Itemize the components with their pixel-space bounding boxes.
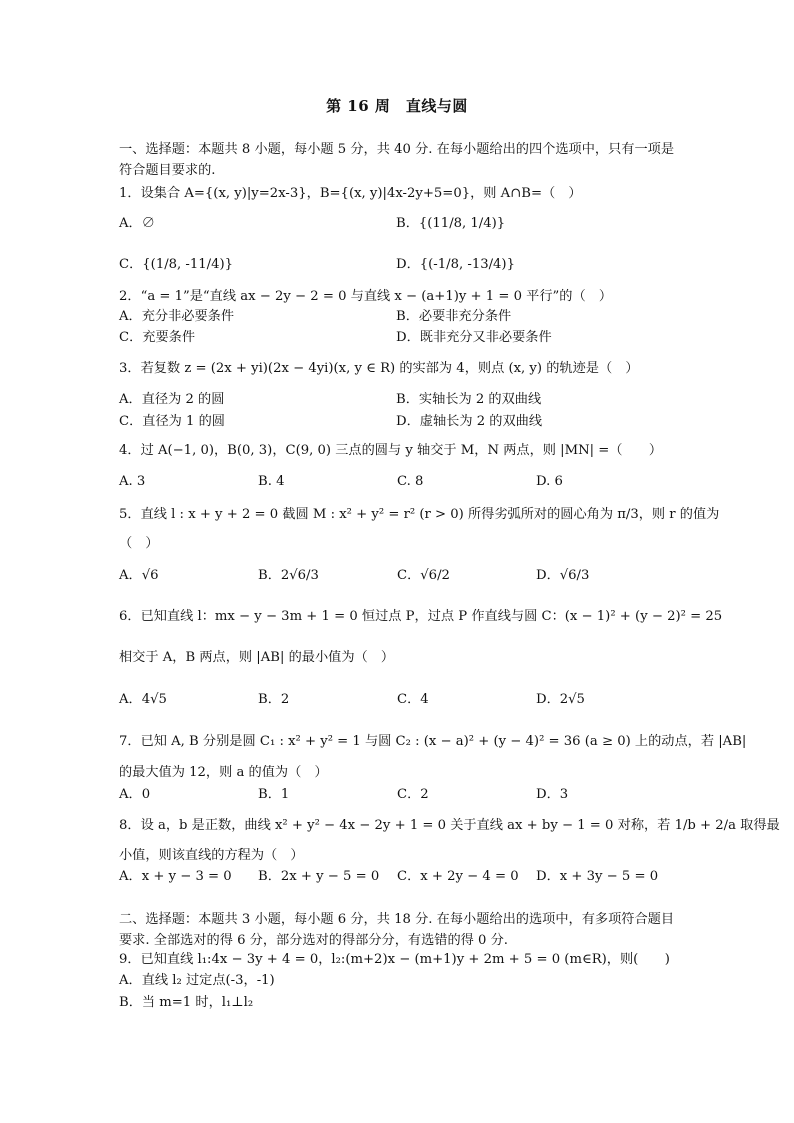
question-7-stem: 7．已知 A, B 分别是圆 C₁ : x² + y² = 1 与圆 C₂ : (x − a)² + (y − 4)² = 36 (a ≥ 0) 上的动点，若 |AB| bbox=[119, 734, 747, 749]
question-5-option-d: D．√6/3 bbox=[536, 568, 590, 583]
question-7-option-c: C．2 bbox=[397, 787, 429, 802]
question-6-stem-continued: 相交于 A，B 两点，则 |AB| 的最小值为（ ） bbox=[119, 650, 395, 665]
question-5-option-b: B．2√6/3 bbox=[258, 568, 319, 583]
question-3-option-c: C．直径为 1 的圆 bbox=[119, 414, 225, 429]
question-8-option-d: D．x + 3y − 5 = 0 bbox=[536, 869, 659, 884]
question-3-option-d: D．虚轴长为 2 的双曲线 bbox=[396, 414, 543, 429]
question-8-stem: 8．设 a，b 是正数，曲线 x² + y² − 4x − 2y + 1 = 0 关于直线 ax + by − 1 = 0 对称，若 1/b + 2/a 取得最 bbox=[119, 818, 780, 833]
question-1-option-d: D．{(-1/8, -13/4)} bbox=[396, 257, 515, 272]
question-2-option-b: B．必要非充分条件 bbox=[396, 309, 512, 324]
question-5-stem: 5．直线 l : x + y + 2 = 0 截圆 M : x² + y² = r² (r > 0) 所得劣弧所对的圆心角为 π/3，则 r 的值为 bbox=[119, 507, 720, 522]
question-4-option-a: A. 3 bbox=[119, 474, 146, 489]
page-title: 第 16 周 直线与圆 bbox=[326, 97, 468, 115]
question-2-option-a: A．充分非必要条件 bbox=[119, 309, 235, 324]
question-1-option-b: B．{(11/8, 1/4)} bbox=[396, 216, 506, 231]
question-8-option-a: A．x + y − 3 = 0 bbox=[119, 869, 232, 884]
question-1-option-a: A．∅ bbox=[119, 216, 155, 231]
question-2-option-c: C．充要条件 bbox=[119, 330, 196, 345]
question-2-option-d: D．既非充分又非必要条件 bbox=[396, 330, 552, 345]
question-3-option-a: A．直径为 2 的圆 bbox=[119, 392, 225, 407]
question-6-option-c: C．4 bbox=[397, 692, 429, 707]
question-6-option-a: A．4√5 bbox=[119, 692, 167, 707]
question-1-option-c: C．{(1/8, -11/4)} bbox=[119, 257, 234, 272]
question-4-option-c: C. 8 bbox=[397, 474, 424, 489]
question-7-option-b: B．1 bbox=[258, 787, 290, 802]
question-7-stem-continued: 的最大值为 12，则 a 的值为（ ） bbox=[119, 765, 328, 780]
question-1-stem: 1．设集合 A={(x, y)|y=2x-3}，B={(x, y)|4x-2y+5=0}，则 A∩B=（ ） bbox=[119, 186, 582, 201]
question-3-stem: 3．若复数 z = (2x + yi)(2x − 4yi)(x, y ∈ R) 的实部为 4，则点 (x, y) 的轨迹是（ ） bbox=[119, 361, 639, 376]
question-5-option-a: A．√6 bbox=[119, 568, 159, 583]
question-4-option-d: D. 6 bbox=[536, 474, 563, 489]
question-7-option-d: D．3 bbox=[536, 787, 569, 802]
question-9-option-b: B．当 m=1 时，l₁⊥l₂ bbox=[119, 995, 254, 1010]
question-5-option-c: C．√6/2 bbox=[397, 568, 450, 583]
question-9-option-a: A．直线 l₂ 过定点(-3，-1) bbox=[119, 973, 275, 988]
question-3-option-b: B．实轴长为 2 的双曲线 bbox=[396, 392, 542, 407]
section-2-instructions: 二、选择题：本题共 3 小题，每小题 6 分，共 18 分. 在每小题给出的选项中，有多项符合题目要求. 全部选对的得 6 分，部分选对的得部分分，有选错的得 0 分. bbox=[119, 912, 675, 949]
question-9-stem: 9．已知直线 l₁:4x − 3y + 4 = 0，l₂:(m+2)x − (m+1)y + 2m + 5 = 0 (m∈R)，则( ) bbox=[119, 952, 670, 967]
question-2-stem: 2．“a = 1”是“直线 ax − 2y − 2 = 0 与直线 x − (a+1)y + 1 = 0 平行”的（ ） bbox=[119, 289, 613, 304]
question-6-stem: 6．已知直线 l：mx − y − 3m + 1 = 0 恒过点 P，过点 P 作直线与圆 C：(x − 1)² + (y − 2)² = 25 bbox=[119, 609, 723, 624]
question-7-option-a: A．0 bbox=[119, 787, 151, 802]
question-6-option-d: D．2√5 bbox=[536, 692, 585, 707]
section-1-instructions: 一、选择题：本题共 8 小题，每小题 5 分，共 40 分. 在每小题给出的四个选项中，只有一项是符合题目要求的. bbox=[119, 142, 675, 179]
question-6-option-b: B．2 bbox=[258, 692, 290, 707]
question-5-stem-continued: （ ） bbox=[119, 536, 159, 551]
question-8-stem-continued: 小值，则该直线的方程为（ ） bbox=[119, 848, 304, 863]
question-4-stem: 4．过 A(−1, 0)，B(0, 3)，C(9, 0) 三点的圆与 y 轴交于 M，N 两点，则 |MN| =（ ） bbox=[119, 443, 663, 458]
question-4-option-b: B. 4 bbox=[258, 474, 285, 489]
question-8-option-b: B．2x + y − 5 = 0 bbox=[258, 869, 380, 884]
question-8-option-c: C．x + 2y − 4 = 0 bbox=[397, 869, 519, 884]
